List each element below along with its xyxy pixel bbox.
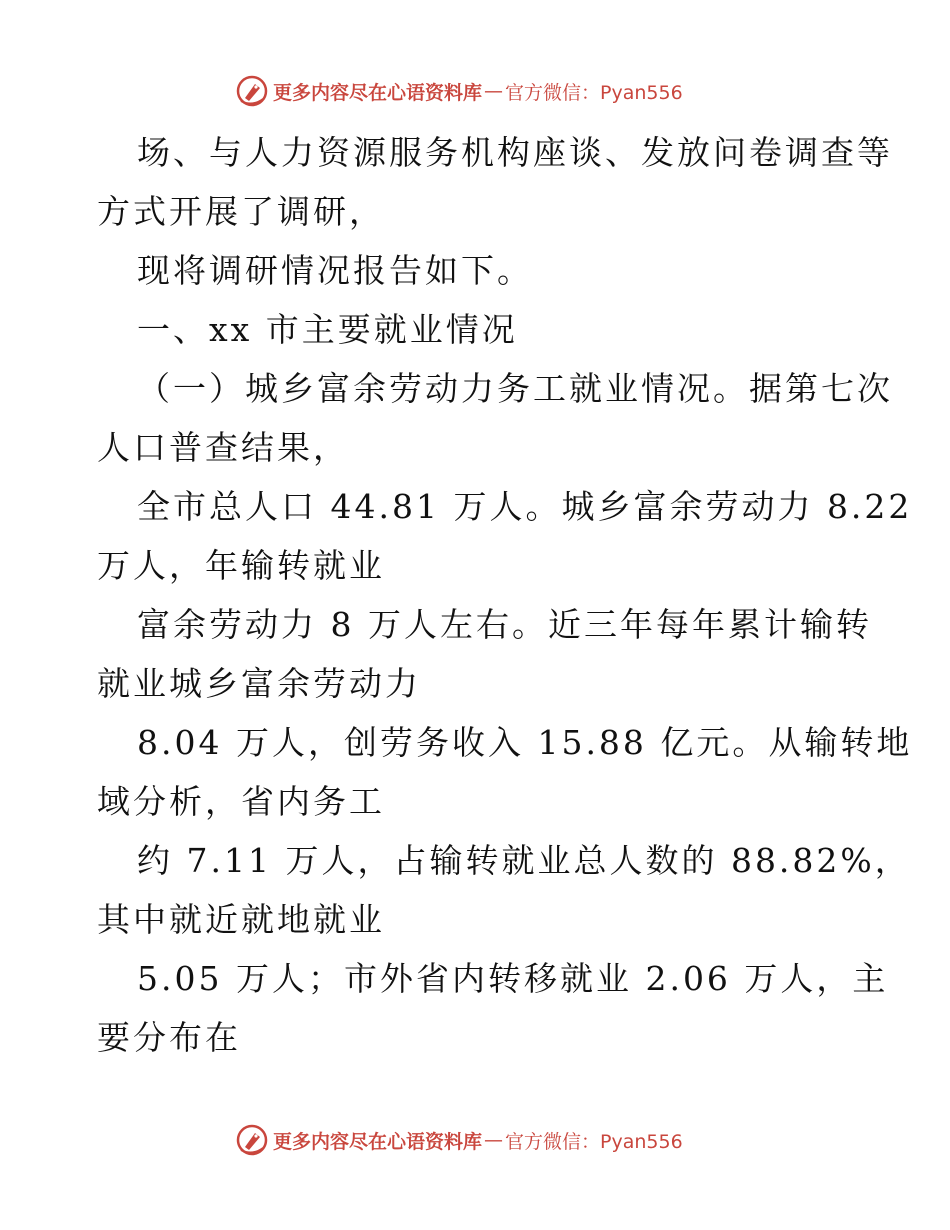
section-heading: 一、xx 市主要就业情况 <box>137 310 518 349</box>
watermark-main-text: 更多内容尽在心语资料库 <box>273 1130 483 1153</box>
watermark-separator: — <box>484 1129 504 1151</box>
paragraph-line: 场、与人力资源服务机构座谈、发放问卷调查等 <box>137 133 893 172</box>
pen-nib-logo-icon <box>235 74 269 108</box>
paragraph-line: 万人，年输转就业 <box>97 546 385 585</box>
paragraph-line: 人口普查结果， <box>97 428 349 467</box>
watermark-sub-text: 官方微信：Pyan556 <box>505 81 683 104</box>
footer-watermark <box>235 1120 683 1160</box>
watermark-sub-text: 官方微信：Pyan556 <box>505 1130 683 1153</box>
watermark-main-text: 更多内容尽在心语资料库 <box>273 81 483 104</box>
pen-nib-logo-icon <box>235 1123 269 1157</box>
paragraph-line: 要分布在 <box>97 1018 241 1057</box>
paragraph-line: 5.05 万人；市外省内转移就业 2.06 万人，主 <box>137 959 889 998</box>
paragraph-line: 域分析，省内务工 <box>97 782 385 821</box>
paragraph-line: 方式开展了调研， <box>97 192 385 231</box>
watermark-separator: — <box>484 80 504 102</box>
paragraph-line: 全市总人口 44.81 万人。城乡富余劳动力 8.22 <box>137 487 913 526</box>
header-watermark <box>235 71 683 111</box>
paragraph-line: 富余劳动力 8 万人左右。近三年每年累计输转 <box>137 605 872 644</box>
paragraph-line: 现将调研情况报告如下。 <box>137 251 533 290</box>
paragraph-line: 其中就近就地就业 <box>97 900 385 939</box>
paragraph-line: 8.04 万人，创劳务收入 15.88 亿元。从输转地 <box>137 723 913 762</box>
body-text <box>97 123 913 1067</box>
paragraph-line: 约 7.11 万人，占输转就业总人数的 88.82%， <box>137 841 911 880</box>
paragraph-line: （一）城乡富余劳动力务工就业情况。据第七次 <box>137 369 893 408</box>
paragraph-line: 就业城乡富余劳动力 <box>97 664 421 703</box>
